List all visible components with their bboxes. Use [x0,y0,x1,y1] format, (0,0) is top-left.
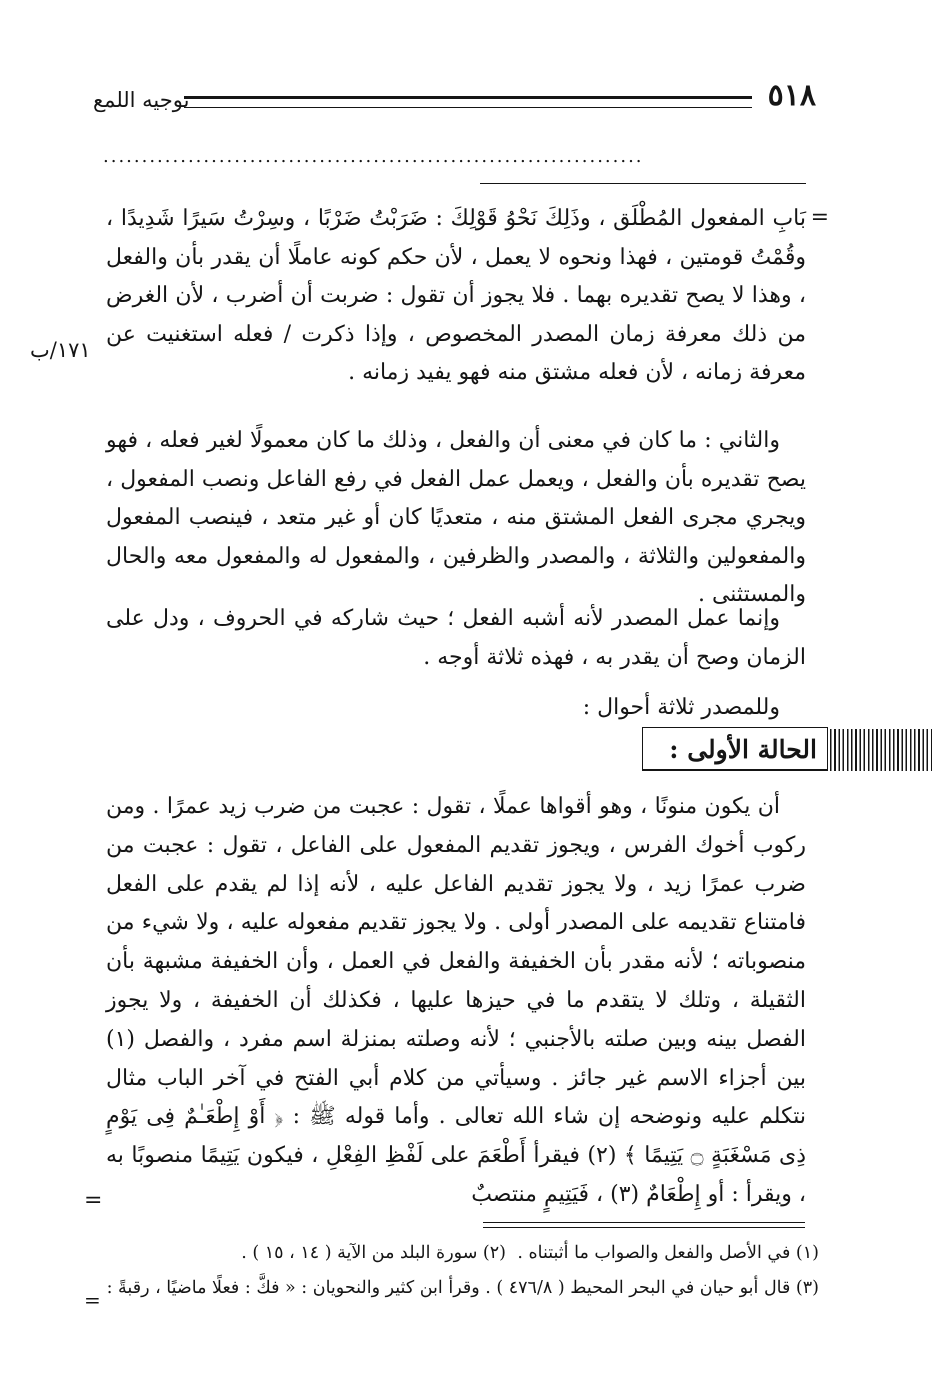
section-heading: الحالة الأولى : [642,727,828,771]
dotted-separator: ...................................................................... [103,148,644,166]
header-rule [184,96,752,108]
paragraph-3-text: وإنما عمل المصدر لأنه أشبه الفعل ؛ حيث شاركه في الحروف ، ودل على الزمان وصح أن يقدر به ، فهذه ثلاثة أوجه . [106,606,806,670]
paragraph-4 [106,689,806,728]
footnote-rule [483,1222,805,1223]
paragraph-5-text: أن يكون منونًا ، وهو أقواها عملًا ، تقول : عجبت من ضرب زيد عمرًا . ومن ركوب أخوك الفرس ، ويجوز تقديم المفعول على الفاعل ، تقول : عجبت من ضرب عمرًا زيد ، ولا يجوز تقديم الفاعل عليه ، لأنه إذا لم يقدم على الفعل فامتناع تقديمه على المصدر أولى . ولا يجوز تقديم مفعوله عليه ، ولا شيء من منصوباته ؛ لأنه مقدر بأن الخفيفة والفعل في العمل ، وأن الخفيفة مشبهة بأن الثقيلة ، وتلك لا يتقدم ما في حيزها عليها ، فكذلك أن الخفيفة ، ولا يجوز الفصل بينه وبين صلته بالأجنبي ؛ لأنه وصلته بمنزلة اسم مفرد ، والفصل (١) بين أجزاء الاسم غير جائز . وسيأتي من كلام أبي الفتح في آخر الباب مثال نتكلم عليه ونوضحه إن شاء الله تعالى . وأما قوله ﷺ : ﴿ أَوْ إِطْعَـٰمٌ فِى يَوْمٍ ذِى مَسْغَبَةٍ ۝ يَتِيمًا ﴾ (٢) فيقرأ أَطْعَمَ على لَفْظِ الفِعْلِ ، فيكون يَتِيمًا منصوبًا به ، ويقرأ : أو إِطْعَامٌ (٣) ، فَيَتِيمٍ منتصبٌ [106,794,806,1207]
paragraph-4-text: وللمصدر ثلاثة أحوال : [582,695,780,720]
paragraph-1 [106,200,806,393]
margin-folio-reference: ١٧١/ب [30,338,91,362]
section-heading-box [640,727,932,775]
paragraph-1-text: بَابِ المفعول المُطْلَق ، وذَلِكَ نَحْوُ قَوْلِكَ : ضَرَبْتُ ضَرْبًا ، وسِرْتُ سَيرًا شَدِيدًا ، وقُمْتُ قومتين ، فهذا ونحوه لا يعمل ، لأن حكم كونه عاملًا أن يقدر بأن والفعل ، وهذا لا يصح تقديره بهما . فلا يجوز أن تقول : ضربت أن أضرب ، لأن الغرض من ذلك معرفة زمان المصدر المخصوص ، وإذا ذكرت / فعله استغنيت عن معرفة زمانه ، لأن فعله مشتق منه فهو يفيد زمانه . [106,206,806,385]
paragraph-3 [106,600,806,677]
paragraph-2-text: والثاني : ما كان في معنى أن والفعل ، وذلك ما كان معمولًا لغير فعله ، فهو يصح تقديره بأن والفعل ، ويعمل عمل الفعل في رفع الفاعل ونصب المفعول ، ويجري مجرى الفعل المشتق منه ، متعديًا كان أو غير متعد ، فينصب المفعول والمفعولين والثلاثة ، والمصدر والظرفين ، والمفعول له والمفعول معه والحال والمستثنى . [106,428,806,607]
continuation-mark-top: = [810,205,829,230]
footnote-3: (٣) قال أبو حيان في البحر المحيط ( ٤٧٦/٨ ) . وقرأ ابن كثير والنحويان : « فكَّ : فعلًا ماضيًا ، رقبةً : [106,1278,819,1298]
decorative-bars [830,729,932,771]
footnote-2: (٢) سورة البلد من الآية ( ١٤ ، ١٥ ) . [241,1243,506,1263]
footnote-rule-thin [483,1227,805,1228]
footnote-1: (١) في الأصل والفعل والصواب ما أثبتناه . [517,1243,819,1263]
paragraph-5 [106,788,806,1215]
separator-line [480,183,806,184]
continuation-mark-body: = [84,1188,103,1213]
paragraph-2 [106,422,806,615]
page-number: ٥١٨ [767,78,816,113]
continuation-mark-footnote: = [84,1288,101,1312]
running-title: توجيه اللمع [93,88,190,112]
